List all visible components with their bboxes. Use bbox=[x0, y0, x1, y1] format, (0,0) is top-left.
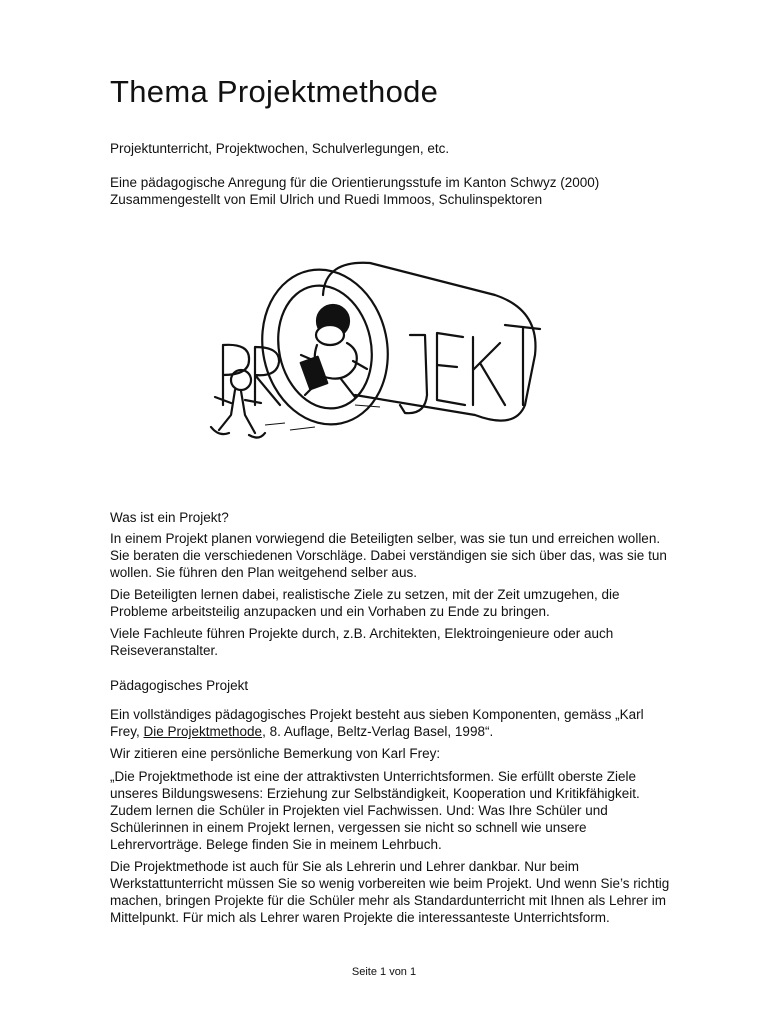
section-heading-was-ist-ein-projekt: Was ist ein Projekt? bbox=[110, 510, 229, 525]
subtitle: Projektunterricht, Projektwochen, Schulverlegungen, etc. bbox=[110, 141, 450, 156]
section2-p1-text-b: , 8. Auflage, Beltz-Verlag Basel, 1998“. bbox=[262, 724, 494, 739]
section1-paragraph-1: In einem Projekt planen vorwiegend die Beteiligten selber, was sie tun und erreichen wollen. Sie beraten die verschiedenen Vorschläge. Dabei verständigen sie sich über das, was sie tun wollen. Sie führen den Plan weitgehend selber aus. bbox=[110, 531, 667, 580]
section2-p1-text-a: Ein vollständiges pädagogisches Projekt besteht aus sieben Komponenten, gemäss „Karl Frey, bbox=[110, 707, 644, 739]
section2-paragraph-2: Wir zitieren eine persönliche Bemerkung von Karl Frey: bbox=[110, 746, 441, 761]
section-heading-paedagogisches-projekt: Pädagogisches Projekt bbox=[110, 678, 249, 693]
book-title: Die Projektmethode bbox=[143, 724, 263, 739]
section1-paragraph-2: Die Beteiligten lernen dabei, realistische Ziele zu setzen, mit der Zeit umzugehen, die Probleme arbeitsteilig anzupacken und ein Vorhaben zu Ende zu bringen. bbox=[110, 587, 620, 619]
intro-line-1: Eine pädagogische Anregung für die Orientierungsstufe im Kanton Schwyz (2000) bbox=[110, 175, 600, 190]
intro-line-2: Zusammengestellt von Emil Ulrich und Ruedi Immoos, Schulinspektoren bbox=[110, 192, 543, 207]
section2-paragraph-1 bbox=[110, 706, 670, 740]
projekt-illustration bbox=[205, 255, 555, 455]
section2-paragraph-4: Die Projektmethode ist auch für Sie als Lehrerin und Lehrer dankbar. Nur beim Werkstattunterricht müssen Sie so wenig vorbereiten wie beim Projekt. Und wenn Sie’s richtig machen, bringen Projekte für die Schüler mehr als Standardunterricht mit Ihnen als Lehrer im Mittelpunkt. Für mich als Lehrer waren Projekte die interessanteste Unterrichtsform. bbox=[110, 859, 670, 925]
section1-paragraph-3: Viele Fachleute führen Projekte durch, z.B. Architekten, Elektroingenieure oder auch Reiseveranstalter. bbox=[110, 626, 614, 658]
page-title: Thema Projektmethode bbox=[110, 74, 439, 109]
page-footer: Seite 1 von 1 bbox=[351, 966, 417, 978]
section2-paragraph-3-quote: „Die Projektmethode ist eine der attraktivsten Unterrichtsformen. Sie erfüllt oberste Ziele unseres Bildungswesens: Erziehung zur Selbständigkeit, Kooperation und Kritikfähigkeit. Zudem lernen die Schüler in Projekten viel Fachwissen. Und: Was Ihre Schüler und Schülerinnen in einem Projekt lernen, vergessen sie nicht so schnell wie unsere Lehrervorträge. Belege finden Sie in meinem Lehrbuch. bbox=[110, 769, 640, 852]
